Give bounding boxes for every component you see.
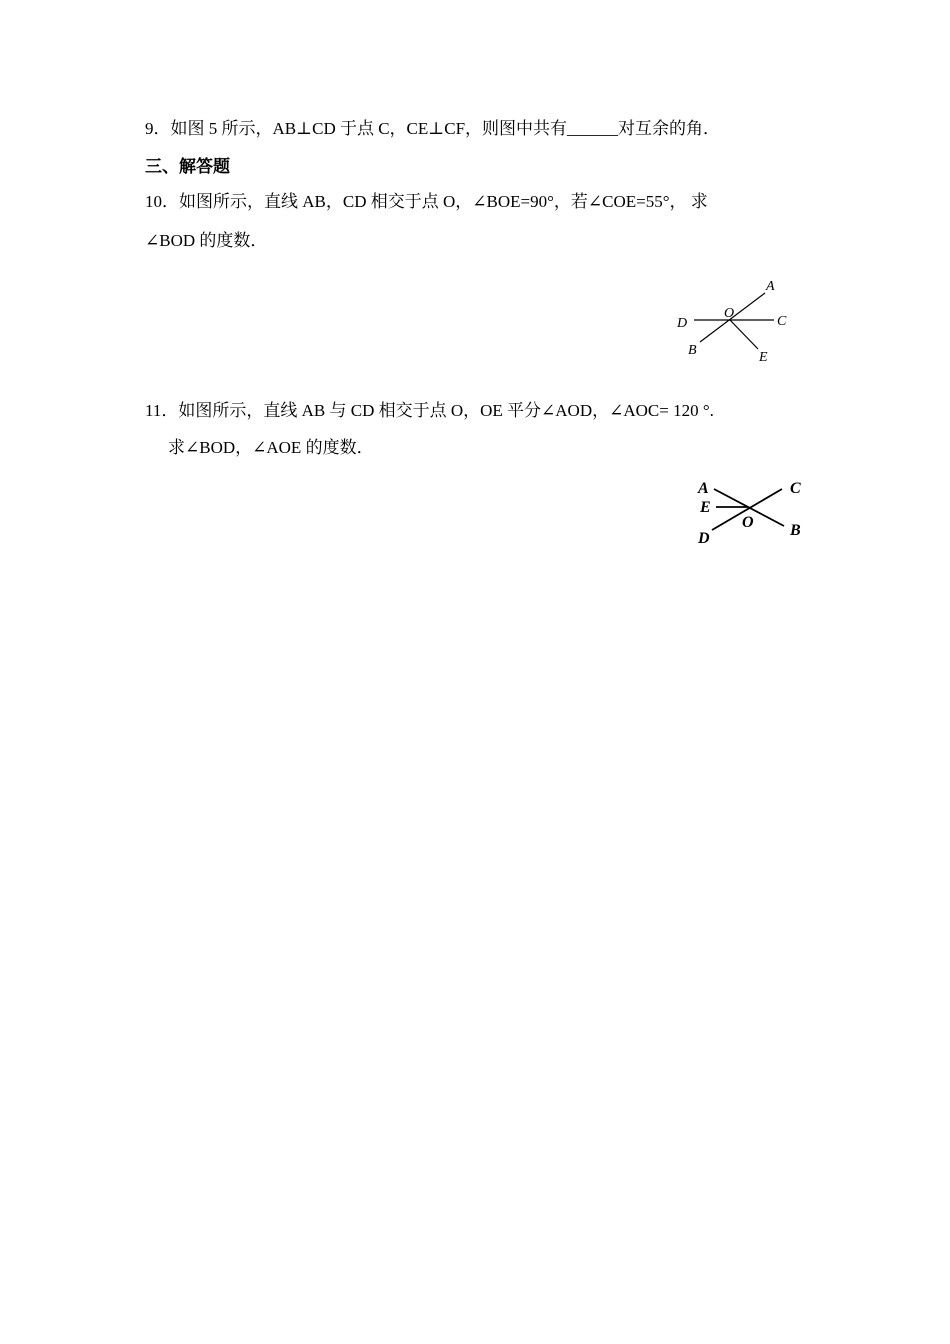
figure-q11 (690, 475, 815, 550)
label-e: E (700, 499, 711, 516)
label-b: B (790, 522, 801, 539)
question-11-line-2: 求∠BOD，∠AOE 的度数． (168, 438, 374, 457)
label-e: E (759, 350, 768, 365)
question-10-line-2: ∠BOD 的度数． (145, 231, 268, 250)
label-c: C (790, 480, 801, 497)
label-d: D (698, 530, 710, 547)
label-c: C (777, 314, 787, 329)
ray-oe (730, 320, 758, 349)
figure-q10-svg (670, 275, 805, 370)
figure-q10 (670, 275, 805, 370)
question-9: 9．如图 5 所示，AB⊥CD 于点 C，CE⊥CF，则图中共有______对互余的角． (145, 119, 721, 138)
question-10-line-1: 10．如图所示，直线 AB，CD 相交于点 O，∠BOE=90°，若∠COE=55°， 求 (145, 192, 708, 211)
question-11-line-1: 11．如图所示，直线 AB 与 CD 相交于点 O，OE 平分∠AOD，∠AOC= 120 °. (145, 401, 714, 420)
label-a: A (766, 279, 775, 294)
label-d: D (677, 316, 688, 331)
figure-q11-svg (690, 475, 815, 550)
label-a: A (698, 480, 709, 497)
label-o: O (742, 514, 754, 531)
label-o: O (724, 306, 735, 321)
section-title: 三、解答题 (145, 157, 230, 176)
label-b: B (688, 343, 697, 358)
